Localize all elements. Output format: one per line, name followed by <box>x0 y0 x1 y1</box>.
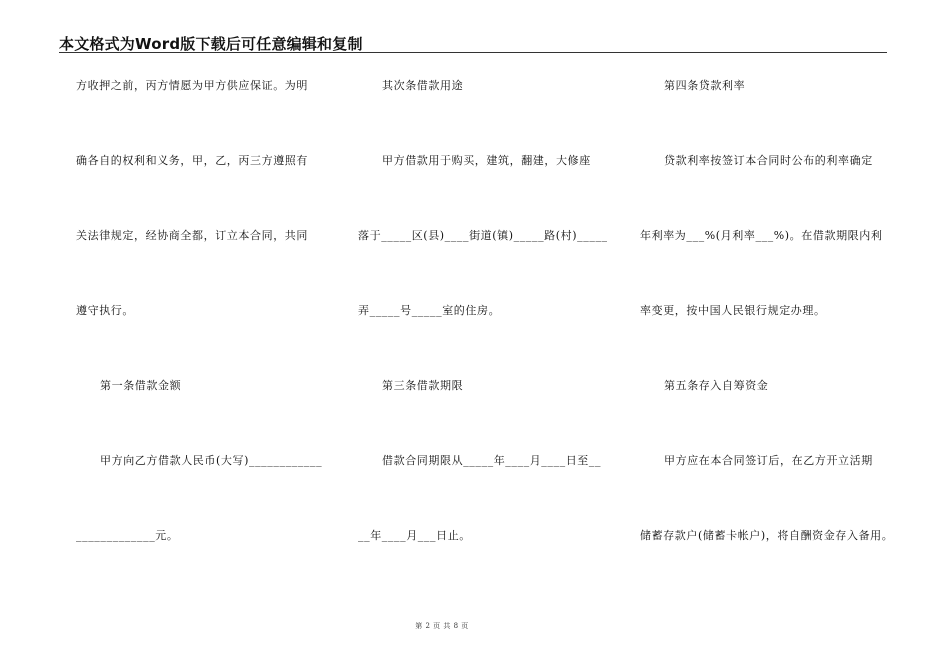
paragraph-line: 甲方向乙方借款人民币(大写)____________ <box>100 454 323 467</box>
section-heading: 第五条存入自筹资金 <box>664 379 769 392</box>
paragraph-line: 借款合同期限从_____年____月____日至__ <box>382 454 602 467</box>
section-heading: 其次条借款用途 <box>382 79 464 92</box>
section-heading: 第一条借款金额 <box>100 379 182 392</box>
paragraph-line: 弄_____号_____室的住房。 <box>358 304 501 317</box>
paragraph-line: _____________元。 <box>76 529 179 542</box>
paragraph-line: 确各自的权利和义务，甲，乙，丙三方遵照有 <box>76 154 308 167</box>
text-column-2 <box>358 0 608 672</box>
paragraph-line: 甲方应在本合同签订后，在乙方开立活期 <box>664 454 873 467</box>
paragraph-line: 贷款利率按签订本合同时公布的利率确定 <box>664 154 873 167</box>
section-heading: 第三条借款期限 <box>382 379 464 392</box>
paragraph-line: 率变更，按中国人民银行规定办理。 <box>640 304 826 317</box>
paragraph-line: 落于_____区(县)____街道(镇)_____路(村)_____ <box>358 229 608 242</box>
page-number: 第 2 页 共 8 页 <box>415 622 469 630</box>
document-header-title: 本文格式为Word版下载后可任意编辑和复制 <box>59 35 363 53</box>
text-column-3 <box>640 0 900 672</box>
paragraph-line: 甲方借款用于购买，建筑，翻建，大修座 <box>382 154 591 167</box>
text-column-1 <box>76 0 326 672</box>
paragraph-line: 方收押之前，丙方情愿为甲方供应保证。为明 <box>76 79 308 92</box>
section-heading: 第四条贷款利率 <box>664 79 746 92</box>
paragraph-line: 储蓄存款户(储蓄卡帐户)，将自酬资金存入备用。 <box>640 529 894 542</box>
paragraph-line: 遵守执行。 <box>76 304 134 317</box>
paragraph-line: 年利率为___%(月利率___%)。在借款期限内利 <box>640 229 883 242</box>
paragraph-line: __年____月___日止。 <box>358 529 471 542</box>
paragraph-line: 关法律规定，经协商全都，订立本合同，共同 <box>76 229 308 242</box>
